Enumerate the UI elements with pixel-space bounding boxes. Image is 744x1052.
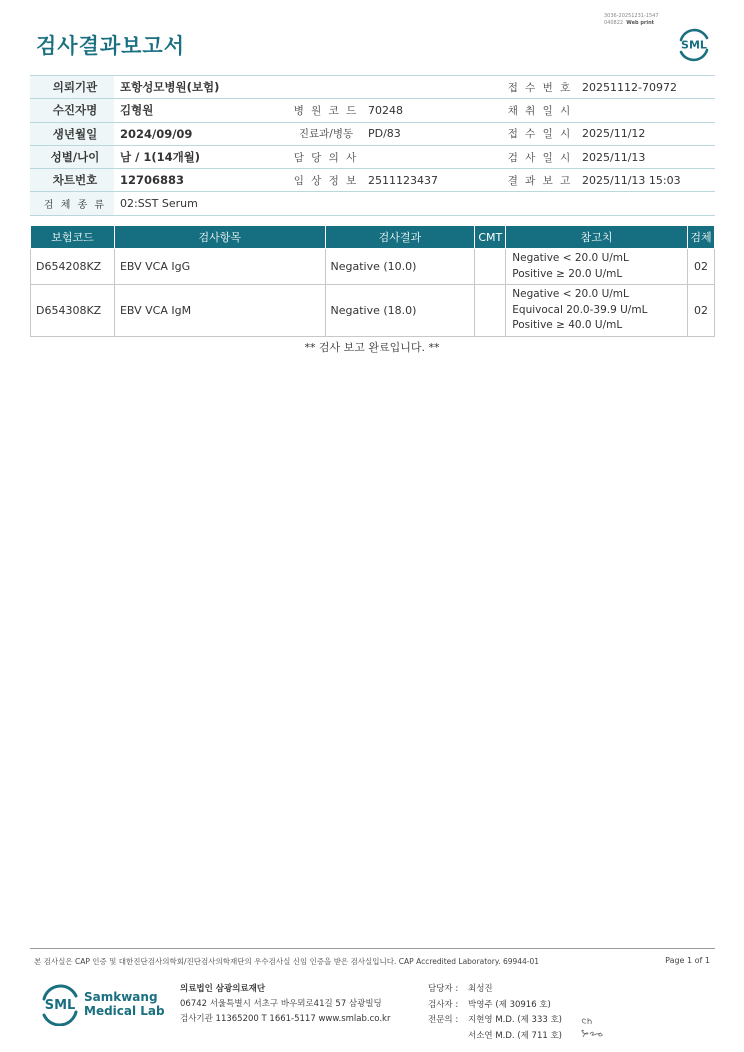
reference-line: Positive ≥ 20.0 U/mL <box>512 267 623 280</box>
info-value: 02:SST Serum <box>114 192 715 215</box>
info-label: 진료과/병동 <box>284 122 362 145</box>
test-result: Negative (18.0) <box>325 285 475 337</box>
info-row <box>30 145 715 168</box>
info-label: 담 당 의 사 <box>284 145 362 168</box>
info-row <box>30 122 715 145</box>
info-label: 의뢰기관 <box>30 76 114 99</box>
result-row <box>31 249 715 285</box>
info-row <box>30 169 715 192</box>
info-value: 70248 <box>362 99 498 122</box>
info-value <box>576 99 715 122</box>
accreditation-note: 본 검사실은 CAP 인증 및 대한진단검사의학회/진단검사의학재단의 우수검사실 신임 인증을 받은 검사실입니다. CAP Accredited Laboratory. 69944-01 <box>34 957 540 966</box>
staff-row <box>428 1013 562 1029</box>
cmt <box>475 249 506 285</box>
info-label: 임 상 정 보 <box>284 169 362 192</box>
test-result: Negative (10.0) <box>325 249 475 285</box>
print-meta <box>604 13 659 27</box>
staff-name: 최성진 <box>468 984 493 994</box>
info-value <box>362 145 498 168</box>
brand-line: Samkwang <box>84 990 158 1004</box>
col-header: 참고치 <box>506 226 688 249</box>
sml-logo-text: SML <box>681 38 707 52</box>
staff-name: 박영주 (제 30916 호) <box>468 999 551 1010</box>
info-value: 김형원 <box>114 99 284 122</box>
info-label: 결 과 보 고 <box>498 169 576 192</box>
test-item: EBV VCA IgM <box>114 285 325 337</box>
org-address: 06742 서울특별시 서초구 바우뫼로41길 57 삼광빌딩 <box>180 999 382 1009</box>
info-value: 2025/11/12 <box>576 122 715 145</box>
info-label: 성별/나이 <box>30 145 114 168</box>
print-code: 040822 <box>604 20 624 26</box>
org-name: 의료법인 삼광의료재단 <box>180 984 266 994</box>
reference-line: Negative < 20.0 U/mL <box>512 252 629 264</box>
staff-row <box>428 998 562 1014</box>
info-value: PD/83 <box>362 122 498 145</box>
staff-role: 전문의 : <box>428 1015 459 1025</box>
staff-row <box>428 982 562 998</box>
col-header: CMT <box>475 226 506 249</box>
info-label: 검 체 종 류 <box>30 192 114 215</box>
brand-line: Medical Lab <box>84 1004 165 1018</box>
sml-footer-logo <box>38 982 82 1026</box>
info-label: 수진자명 <box>30 99 114 122</box>
sml-footer-logo-text: SML <box>44 998 76 1013</box>
info-row <box>30 192 715 215</box>
info-value: 2024/09/09 <box>114 122 284 145</box>
patient-info-table <box>30 75 715 216</box>
col-header: 검체 <box>687 226 714 249</box>
staff-role: 검사자 : <box>428 999 459 1010</box>
info-value: 포항성모병원(보험) <box>114 76 498 99</box>
footer-divider <box>30 948 715 949</box>
specimen: 02 <box>687 285 714 337</box>
specimen: 02 <box>687 249 714 285</box>
staff-role <box>428 1029 468 1045</box>
info-label: 병 원 코 드 <box>284 99 362 122</box>
doctor-signature <box>578 1010 608 1040</box>
results-table <box>30 225 715 337</box>
info-value: 2511123437 <box>362 169 498 192</box>
col-header: 보험코드 <box>31 226 115 249</box>
staff-row <box>428 1029 562 1045</box>
info-label: 생년월일 <box>30 122 114 145</box>
reference-line: Positive ≥ 40.0 U/mL <box>512 319 623 331</box>
sml-logo <box>676 26 712 62</box>
page-number: Page 1 of 1 <box>665 956 710 965</box>
info-row <box>30 99 715 122</box>
info-label: 접 수 일 시 <box>498 122 576 145</box>
results-header-row <box>31 226 715 249</box>
staff-name: 서소연 M.D. (제 711 호) <box>468 1030 563 1041</box>
info-value: 남 / 1(14개월) <box>114 145 284 168</box>
print-id: 3036-20251231-1547 <box>604 13 659 19</box>
footer-brand <box>84 990 165 1018</box>
info-row <box>30 76 715 99</box>
footer-staff <box>428 982 562 1044</box>
report-complete-note: ** 검사 보고 완료입니다. ** <box>304 341 440 354</box>
col-header: 검사결과 <box>325 226 475 249</box>
print-label: Web print <box>626 20 655 26</box>
result-row <box>31 285 715 337</box>
cmt <box>475 285 506 337</box>
info-value: 12706883 <box>114 169 284 192</box>
reference-range <box>506 249 688 285</box>
report-title: 검사결과보고서 <box>36 34 186 58</box>
info-label: 채 취 일 시 <box>498 99 576 122</box>
info-label: 검 사 일 시 <box>498 145 576 168</box>
insurance-code: D654208KZ <box>31 249 115 285</box>
reference-range <box>506 285 688 337</box>
reference-line: Negative < 20.0 U/mL <box>512 288 629 300</box>
staff-name: 지현영 M.D. (제 333 호) <box>468 1015 563 1025</box>
info-label: 차트번호 <box>30 169 114 192</box>
insurance-code: D654308KZ <box>31 285 115 337</box>
staff-role: 담당자 : <box>428 984 459 994</box>
info-value: 2025/11/13 15:03 <box>576 169 715 192</box>
org-contact: 검사기관 11365200 T 1661-5117 www.smlab.co.kr <box>180 1014 391 1024</box>
col-header: 검사항목 <box>114 226 325 249</box>
reference-line: Equivocal 20.0-39.9 U/mL <box>512 303 648 316</box>
test-item: EBV VCA IgG <box>114 249 325 285</box>
info-value: 2025/11/13 <box>576 145 715 168</box>
info-label: 접 수 번 호 <box>498 76 576 99</box>
footer-org <box>180 982 390 1027</box>
info-value: 20251112-70972 <box>576 76 715 99</box>
